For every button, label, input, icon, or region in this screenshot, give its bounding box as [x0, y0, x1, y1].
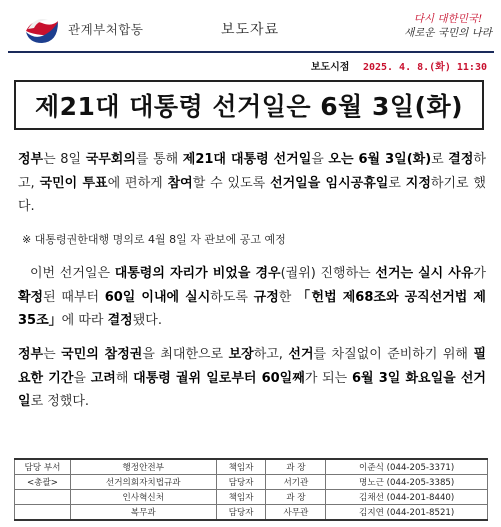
emphasis-text: 참여 [167, 175, 193, 191]
position-cell: 과 장 [266, 459, 326, 475]
emphasis-text: 규정 [253, 289, 279, 305]
paragraph-3 [18, 343, 486, 414]
emphasis-text: 고려 [90, 370, 116, 386]
emphasis-text: 제21대 대통령 선거일 [182, 152, 312, 167]
emphasis-text: 결정 [448, 152, 474, 167]
release-date: 2025. 4. 8.(화) 11:30 [362, 62, 487, 73]
dept-group-cell: <총괄> [15, 475, 71, 490]
header-divider [8, 51, 494, 53]
slogan-line-2: 새로운 국민의 나라 [404, 27, 492, 39]
emphasis-text: 보장 [228, 347, 254, 362]
body-text: 하기로 했다. [18, 175, 486, 214]
dept-cell: 행정안전부 [70, 459, 216, 475]
person-cell: 이준식 (044-205-3371) [326, 459, 488, 475]
emphasis-text: 대통령 궐위 일로부터 60일째 [133, 370, 305, 386]
emphasis-text: 정부 [18, 152, 44, 167]
body-text: 하고, [18, 152, 486, 191]
body-text: 을 최대한으로 [142, 347, 229, 362]
contact-table [14, 458, 488, 521]
release-time [311, 58, 487, 73]
emphasis-text: 선거일을 임시공휴일 [270, 175, 389, 191]
page-title: 제21대 대통령 선거일은 6월 3일(화) [34, 92, 464, 121]
position-cell: 사무관 [266, 505, 326, 521]
emphasis-text: 정부 [18, 347, 44, 362]
emphasis-text: 국민이 투표 [39, 175, 108, 191]
emphasis-text: 국무회의 [85, 152, 136, 167]
title-box [14, 80, 484, 130]
table-row [15, 505, 488, 521]
body-text: 이번 선거일은 [30, 266, 115, 281]
position-cell: 과 장 [266, 490, 326, 505]
dept-group-empty-cell [15, 505, 71, 521]
note: ※ 대통령권한대행 명의로 4월 8일 자 관보에 공고 예정 [22, 233, 286, 246]
body-text: 가 [473, 266, 486, 281]
body-text: 가 되는 [304, 370, 352, 386]
person-cell: 김지연 (044-201-8521) [326, 505, 488, 521]
body-text: 는 8일 [43, 152, 86, 167]
emphasis-text: 국민의 참정권 [61, 347, 143, 362]
dept-cell: 복무과 [70, 505, 216, 521]
body-text: 를 통해 [135, 152, 183, 167]
table-row [15, 490, 488, 505]
slogan [403, 12, 493, 40]
government-taegeuk-logo-icon [22, 12, 62, 46]
role-cell: 담당자 [216, 505, 266, 521]
role-cell: 책임자 [216, 490, 266, 505]
emphasis-text: 선거 [288, 347, 314, 362]
body-text: 는 [43, 347, 62, 362]
body-text: 된 때부터 [43, 289, 105, 305]
role-cell: 책임자 [216, 459, 266, 475]
emphasis-text: 6월 3일 화요일을 선거일 [18, 370, 486, 409]
emphasis-text: 확정 [18, 289, 44, 305]
emphasis-text: 60일 이내에 실시 [104, 289, 211, 305]
person-cell: 명노근 (044-205-3385) [326, 475, 488, 490]
body-text: 할 수 있도록 [192, 175, 271, 191]
body-text: 해 [115, 370, 134, 386]
emphasis-text: 「헌법 제68조와 공직선거법 제35조」 [18, 289, 486, 328]
body-text: 을 [73, 370, 91, 386]
emphasis-text: 지정 [405, 175, 431, 191]
dept-label-cell: 담당 부서 [15, 459, 71, 475]
emphasis-text: 대통령의 자리가 비었을 경우 [114, 266, 281, 281]
emphasis-text: 선거는 실시 사유 [375, 266, 474, 281]
paragraph-1 [18, 148, 486, 219]
table-row [15, 459, 488, 475]
slogan-line-1: 다시 대한민국! [413, 13, 483, 25]
emphasis-text: 결정 [107, 313, 133, 328]
body-text: 에 편하게 [107, 175, 168, 191]
emphasis-text: 오는 6월 3일(화) [328, 152, 432, 167]
dept-cell: 인사혁신처 [70, 490, 216, 505]
body-text: 로 [388, 175, 406, 191]
body-text: 한 [278, 289, 298, 305]
body-text: 을 [311, 152, 329, 167]
dept-group-empty-cell [15, 490, 71, 505]
body-text: 로 정했다. [30, 394, 90, 409]
document-type: 보도자료 [221, 22, 280, 38]
role-cell: 담당자 [216, 475, 266, 490]
body-text: 에 따라 [61, 313, 108, 328]
body-text: 로 [431, 152, 449, 167]
body-text: 하도록 [210, 289, 254, 305]
organization-name: 관계부처합동 [68, 22, 144, 37]
position-cell: 서기관 [266, 475, 326, 490]
body-text: 를 차질없이 준비하기 위해 [313, 347, 474, 362]
body-text: (궐위) 진행하는 [280, 266, 376, 281]
release-label: 보도시점 [310, 62, 350, 73]
paragraph-2 [18, 262, 486, 333]
emphasis-text: 필요한 기간 [18, 347, 486, 386]
dept-cell: 선거의회자치법규과 [70, 475, 216, 490]
person-cell: 김채선 (044-201-8440) [326, 490, 488, 505]
table-row [15, 475, 488, 490]
header [8, 6, 494, 50]
body-text: 하고, [253, 347, 289, 362]
body-text: 됐다. [132, 313, 162, 328]
